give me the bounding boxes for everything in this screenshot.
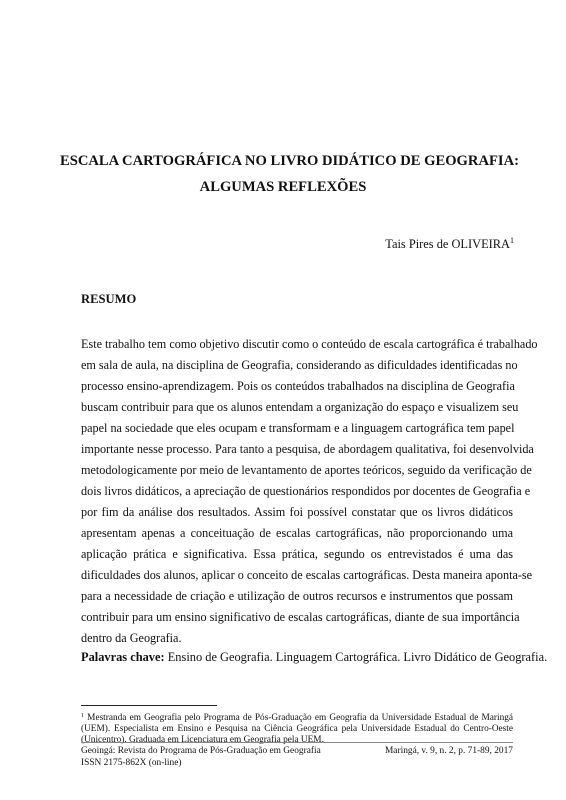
abstract-line: em sala de aula, na disciplina de Geografia, considerando as dificuldades identificadas no	[81, 358, 518, 372]
abstract-line: contribuir para um ensino significativo de escalas cartográficas, diante de sua importância	[81, 610, 520, 624]
paper-title-line-1: ESCALA CARTOGRÁFICA NO LIVRO DIDÁTICO DE GEOGRAFIA:	[60, 153, 519, 169]
footer-divider	[81, 742, 513, 743]
abstract-line: dificuldades dos alunos, aplicar o conceito de escalas cartográficas. Desta maneira aponta-se	[81, 568, 533, 582]
abstract-line: processo ensino-aprendizagem. Pois os conteúdos trabalhados na disciplina de Geografia	[81, 379, 515, 393]
footnote-line-text: Mestranda em Geografia pelo Programa de Pós-Graduação em Geografia da Universidade Estadual de Maringá	[87, 713, 513, 723]
paper-title	[60, 148, 519, 200]
author-footnote-mark: 1	[510, 236, 514, 245]
footnote-line: (UEM). Especialista em Ensino e Pesquisa na Ciência Geográfica pela Universidade Estadual do Centro-Oeste	[81, 724, 513, 734]
footnote	[81, 711, 513, 746]
abstract-line: Este trabalho tem como objetivo discutir como o conteúdo de escala cartográfica é trabalhado	[81, 337, 538, 351]
author-byline	[385, 236, 514, 252]
abstract-body	[81, 334, 538, 649]
author-name: Tais Pires de OLIVEIRA	[385, 237, 510, 251]
footnote-line: (Unicentro). Graduada em Licenciatura em Geografia pela UEM.	[81, 735, 324, 745]
abstract-line: importante nesse processo. Para tanto a pesquisa, de abordagem qualitativa, foi desenvolvida	[81, 442, 534, 456]
abstract-line: apresentam apenas a conceituação de escalas cartográficas, não proporcionando uma	[81, 526, 513, 540]
footnote-line	[81, 711, 513, 724]
abstract-line: dois livros didáticos, a apreciação de questionários respondidos por docentes de Geografia e	[81, 484, 531, 498]
footer-citation: Maringá, v. 9, n. 2, p. 71-89, 2017	[384, 746, 513, 756]
abstract-line: metodologicamente por meio de levantamento de aportes teóricos, seguido da verificação de	[81, 463, 532, 477]
abstract-line: aplicação prática e significativa. Essa prática, segundo os entrevistados é uma das	[81, 547, 513, 561]
footnote-mark: 1	[81, 713, 84, 719]
footer-journal-name: Geoingá: Revista do Programa de Pós-Graduação em Geografia	[81, 746, 321, 756]
footnote-divider	[81, 705, 217, 706]
footer-issn: ISSN 2175-862X (on-line)	[81, 758, 182, 768]
abstract-line: para a necessidade de criação e utilização de outros recursos e instrumentos que possam	[81, 589, 513, 603]
abstract-line: por fim da análise dos resultados. Assim foi possível constatar que os livros didáticos	[81, 505, 513, 519]
abstract-line: buscam contribuir para que os alunos entendam a organização do espaço e visualizem seu	[81, 400, 519, 414]
keywords-label: Palavras chave:	[81, 650, 165, 664]
abstract-line: dentro da Geografia.	[81, 631, 182, 645]
abstract-heading: RESUMO	[81, 292, 137, 306]
keywords-text: Ensino de Geografia. Linguagem Cartográfica. Livro Didático de Geografia.	[167, 650, 548, 664]
keywords	[81, 650, 548, 665]
paper-title-line-2: ALGUMAS REFLEXÕES	[199, 179, 367, 195]
abstract-line: papel na sociedade que eles ocupam e transformam e a linguagem cartográfica tem papel	[81, 421, 515, 435]
